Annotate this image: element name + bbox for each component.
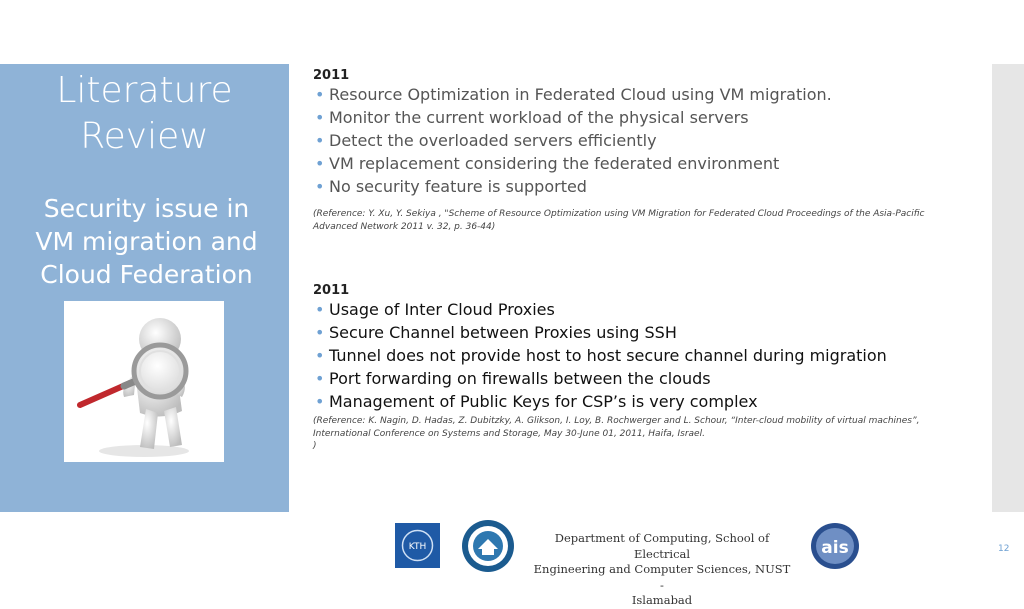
section-year: 2011 — [313, 68, 350, 83]
page-number: 12 — [998, 544, 1010, 554]
department-text — [530, 531, 794, 609]
bullet-item: • Tunnel does not provide host to host secure channel during migration — [313, 344, 933, 367]
bullet-list — [313, 83, 933, 198]
bullet-item: • Resource Optimization in Federated Cloud using VM migration. — [313, 83, 933, 106]
slide-title — [0, 68, 289, 160]
department-line-3: Islamabad — [631, 593, 693, 607]
ais-logo — [810, 522, 860, 570]
bullet-item: • No security feature is supported — [313, 175, 933, 198]
literature-section-2 — [313, 283, 933, 453]
kth-logo-text: KTH — [408, 542, 427, 552]
right-gray-strip — [992, 64, 1024, 512]
title-line-1: Literature — [56, 70, 233, 111]
magnifier-figure-icon — [64, 301, 224, 462]
nust-seal-icon — [461, 519, 515, 573]
bullet-item: • Detect the overloaded servers efficiently — [313, 129, 933, 152]
reference-note — [313, 415, 933, 453]
reference-note: (Reference: Y. Xu, Y. Sekiya , "Scheme of Resource Optimization using VM Migration for Federated Cloud Proceedings of the Asia-Pacific Advanced Network 2011 v. 32, p. 36-44) — [313, 209, 925, 232]
reference-line-1: (Reference: K. Nagin, D. Hadas, Z. Dubitzky, A. Glikson, I. Loy, B. Rochwerger and L. Schour, “Inter-cloud mobility of virtual machines”, International Conference on Systems and Storage, May 30-June 01, 2011, Haifa, Israel. — [313, 416, 920, 439]
nust-seal-logo — [461, 519, 515, 573]
subtitle-line-3: Cloud Federation — [40, 260, 253, 289]
bullet-item: • Secure Channel between Proxies using SSH — [313, 321, 933, 344]
ais-logo-icon — [810, 522, 860, 570]
bullet-item: • Monitor the current workload of the physical servers — [313, 106, 933, 129]
department-line-2: Engineering and Computer Sciences, NUST - — [533, 562, 791, 592]
ais-logo-text: ais — [821, 538, 849, 558]
subtitle-line-1: Security issue in — [43, 194, 250, 223]
subtitle-line-2: VM migration and — [35, 227, 258, 256]
reference-line-2: ) — [313, 441, 317, 451]
bullet-item: • Port forwarding on firewalls between the clouds — [313, 367, 933, 390]
bullet-list — [313, 298, 933, 413]
section-year: 2011 — [313, 283, 350, 298]
magnifier-figure-illustration — [64, 301, 224, 462]
literature-section-1 — [313, 68, 933, 233]
bullet-item: • VM replacement considering the federated environment — [313, 152, 933, 175]
department-line-1: Department of Computing, School of Electrical — [554, 531, 770, 561]
kth-logo — [395, 523, 440, 568]
bullet-item: • Management of Public Keys for CSP’s is very complex — [313, 390, 933, 413]
kth-logo-icon — [395, 523, 440, 568]
slide-subtitle — [0, 192, 293, 291]
bullet-item: • Usage of Inter Cloud Proxies — [313, 298, 933, 321]
title-line-2: Review — [80, 116, 209, 157]
